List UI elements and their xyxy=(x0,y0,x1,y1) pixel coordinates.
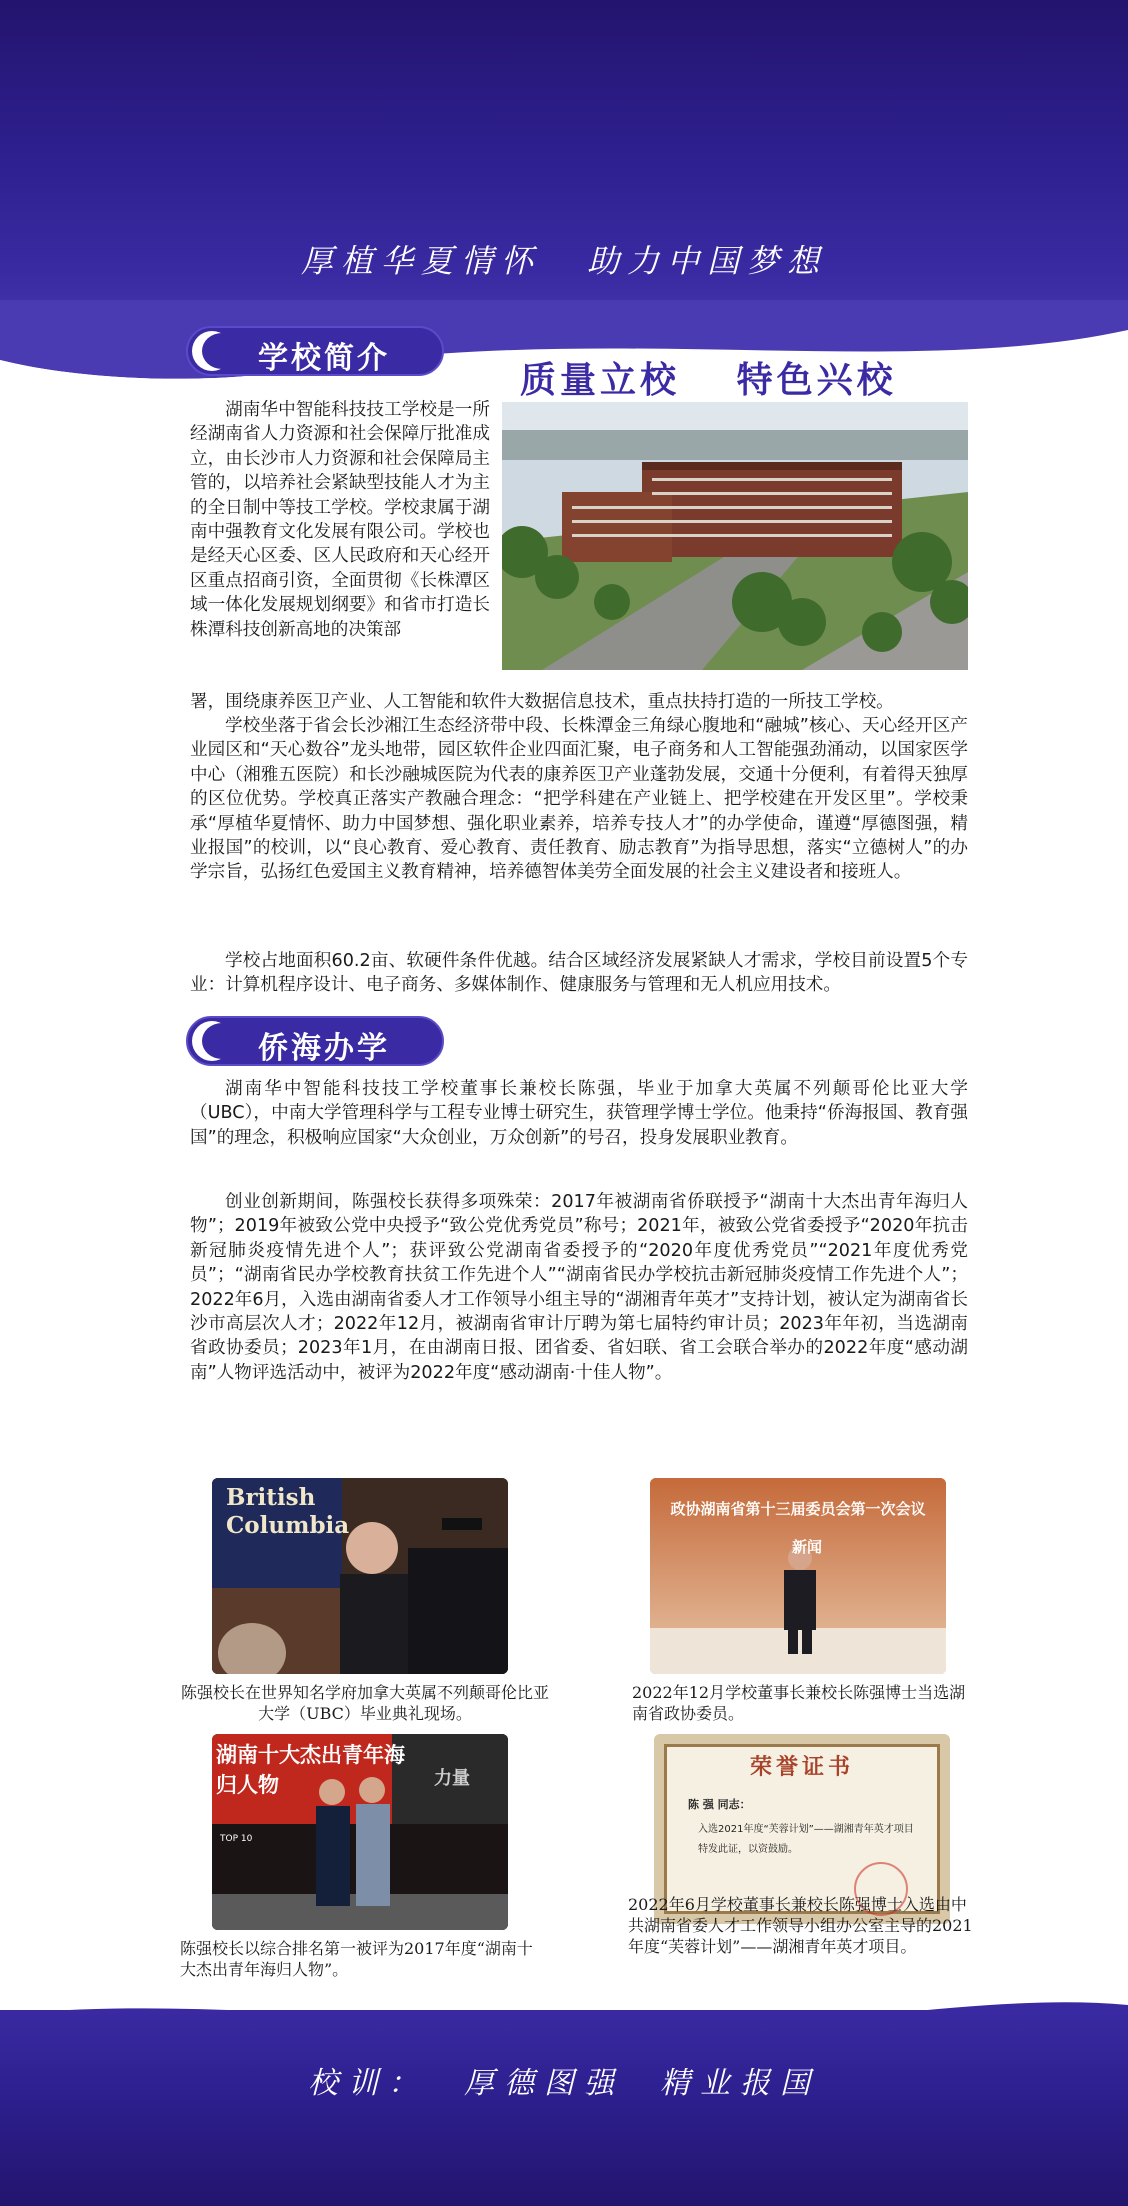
section-title-intro: 学校简介 xyxy=(186,326,446,378)
caption-cppcc: 2022年12月学校董事长兼校长陈强博士当选湖南省政协委员。 xyxy=(632,1683,966,1723)
school-motto: 校训： 厚德图强 精业报国 xyxy=(308,2066,820,2101)
slogan-right: 助力中国梦想 xyxy=(587,242,828,280)
intro-paragraph-1-cont: 署，围绕康养医卫产业、人工智能和软件大数据信息技术，重点扶持打造的一所技工学校。 xyxy=(190,692,894,712)
slogan-left: 厚植华夏情怀 xyxy=(300,242,541,280)
photo-ubc-graduation: British Columbia xyxy=(212,1478,508,1674)
intro-paragraph-1: 湖南华中智能科技技工学校是一所经湖南省人力资源和社会保障厅批准成立，由长沙市人力资源和社会保障局主管的，以培养社会紧缺型技能人才为主的全日制中等技工学校。学校隶属于湖南中强教育文化发展有限公司。学校也是经天心区委、区人民政府和天心经开区重点招商引资，全面贯彻《长株潭区域一体化发展规划纲要》和省市打造长株潭科技创新高地的决策部 xyxy=(190,400,490,640)
overseas-paragraph-2: 创业创新期间，陈强校长获得多项殊荣：2017年被湖南省侨联授予“湖南十大杰出青年海归人物”；2019年被致公党中央授予“致公党优秀党员”称号；2021年，被致公党省委授予“2020年抗击新冠肺炎疫情先进个人”；获评致公党湖南省委授予的“2020年度优秀党员”“2021年度优秀党员”；“湖南省民办学校教育扶贫工作先进个人”“湖南省民办学校抗击新冠肺炎疫情工作先进个人”；2022年6月，入选由湖南省委人才工作领导小组主导的“湖湘青年英才”支持计划，被认定为湖南省长沙市高层次人才；2022年12月，被湖南省审计厅聘为第七届特约审计员；2023年年初，当选湖南省政协委员；2023年1月，在由湖南日报、团省委、省妇联、省工会联合举办的2022年度“感动湖南”人物评选活动中，被评为2022年度“感动湖南·十佳人物”。 xyxy=(190,1192,968,1383)
photo-cppcc: 政协湖南省第十三届委员会第一次会议 新闻 xyxy=(650,1478,946,1674)
overseas-paragraph-1: 湖南华中智能科技技工学校董事长兼校长陈强，毕业于加拿大英属不列颠哥伦比亚大学（UBC），中南大学管理科学与工程专业博士研究生，获管理学博士学位。他秉持“侨海报国、教育强国”的理念，积极响应国家“大众创业，万众创新”的号召，投身发展职业教育。 xyxy=(190,1079,968,1148)
photo-award-stage: 湖南十大杰出青年海归人物 力量 TOP 10 xyxy=(212,1734,508,1930)
footer-band xyxy=(0,2010,1128,2206)
photo-certificate: 荣誉证书 陈 强 同志： 入选2021年度“芙蓉计划”——湖湘青年英才项目 特发此证，以资鼓励。 xyxy=(654,1734,950,1924)
header-slogan xyxy=(0,236,1128,282)
caption-ubc: 陈强校长在世界知名学府加拿大英属不列颠哥伦比亚大学（UBC）毕业典礼现场。 xyxy=(180,1683,549,1723)
caption-certificate: 2022年6月学校董事长兼校长陈强博士入选由中共湖南省委人才工作领导小组办公室主导的2021年度“芙蓉计划”——湖湘青年英才项目。 xyxy=(628,1895,973,1956)
caption-award: 陈强校长以综合排名第一被评为2017年度“湖南十大杰出青年海归人物”。 xyxy=(180,1939,533,1979)
pill-icon xyxy=(192,1021,232,1061)
campus-photo xyxy=(502,402,968,670)
intro-paragraph-3: 学校占地面积60.2亩、软硬件条件优越。结合区域经济发展紧缺人才需求，学校目前设置5个专业：计算机程序设计、电子商务、多媒体制作、健康服务与管理和无人机应用技术。 xyxy=(190,951,968,996)
section-title-overseas: 侨海办学 xyxy=(186,1016,446,1068)
pill-icon xyxy=(192,331,232,371)
intro-paragraph-2: 学校坐落于省会长沙湘江生态经济带中段、长株潭金三角绿心腹地和“融城”核心、天心经开区产业园区和“天心数谷”龙头地带，园区软件企业四面汇聚，电子商务和人工智能强劲涌动，以国家医学中心（湘雅五医院）和长沙融城医院为代表的康养医卫产业蓬勃发展，交通十分便利，有着得天独厚的区位优势。学校真正落实产教融合理念：“把学科建在产业链上、把学校建在开发区里”。学校秉承“厚植华夏情怀、助力中国梦想、强化职业素养，培养专技人才”的办学使命，谨遵“厚德图强，精业报国”的校训，以“良心教育、爱心教育、责任教育、励志教育”为指导思想，落实“立德树人”的办学宗旨，弘扬红色爱国主义教育精神，培养德智体美劳全面发展的社会主义建设者和接班人。 xyxy=(190,716,968,883)
quality-slogan: 质量立校 特色兴校 xyxy=(520,359,897,401)
